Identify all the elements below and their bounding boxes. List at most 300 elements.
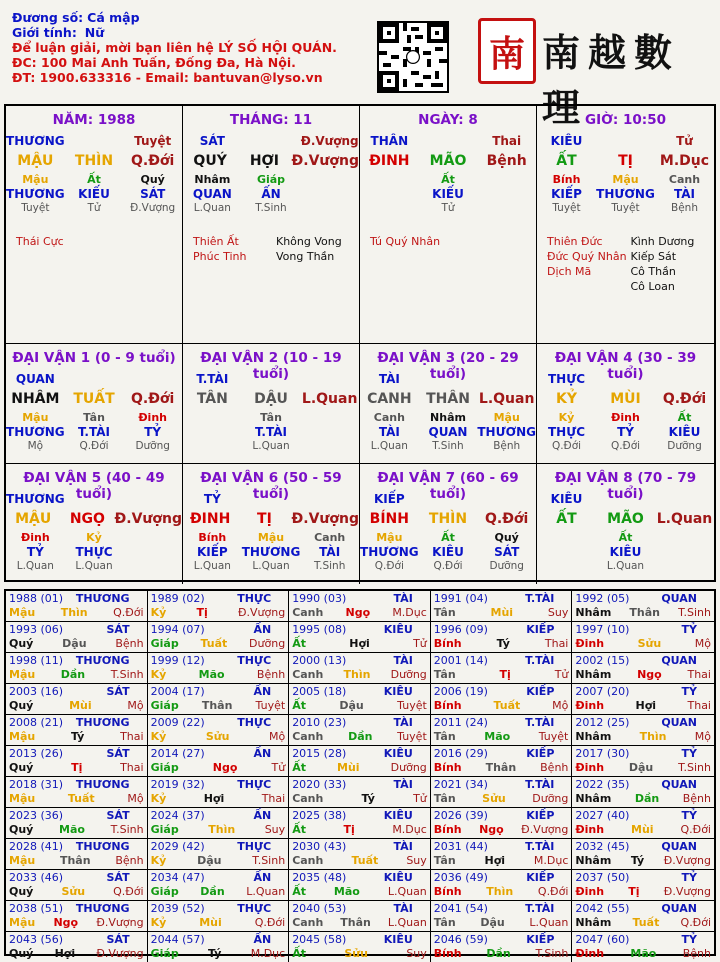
year-god: TỶ bbox=[681, 871, 697, 884]
year-details bbox=[434, 947, 569, 961]
cell-value: L.Quan bbox=[606, 559, 645, 572]
cell-value: Đ.Vượng bbox=[291, 511, 359, 527]
year-stem: Mậu bbox=[9, 854, 36, 867]
cell-value: KIẾU bbox=[78, 186, 110, 201]
year-phase: Bệnh bbox=[682, 792, 711, 805]
year-phase: Bệnh bbox=[115, 637, 144, 650]
year-phase: Tuyệt bbox=[397, 730, 427, 743]
cell-value: THÌN bbox=[74, 153, 114, 169]
year-header bbox=[434, 716, 569, 730]
year-god: THƯƠNG bbox=[75, 840, 130, 853]
year-cell bbox=[148, 684, 290, 715]
cell-value: Mậu bbox=[22, 172, 49, 186]
year-stem: Canh bbox=[292, 668, 324, 681]
year-header bbox=[151, 809, 286, 823]
year-stem: Bính bbox=[433, 699, 462, 712]
year-details bbox=[292, 730, 427, 744]
year-header bbox=[9, 623, 144, 637]
year-cell bbox=[6, 684, 148, 715]
cell-value: TỶ bbox=[203, 492, 221, 506]
year-god: QUAN bbox=[661, 778, 697, 791]
year-branch: Ngọ bbox=[53, 916, 79, 929]
year-header bbox=[434, 623, 569, 637]
year-god: T.TÀI bbox=[525, 840, 555, 853]
year-details bbox=[9, 668, 144, 682]
cell-row-1 bbox=[537, 132, 714, 150]
year-stem: Quý bbox=[9, 947, 34, 960]
year-header bbox=[9, 840, 144, 854]
year-branch: Dậu bbox=[480, 916, 505, 929]
year-header bbox=[151, 592, 286, 606]
year-phase: Tử bbox=[413, 792, 427, 805]
year-phase: Q.Đới bbox=[680, 916, 711, 929]
chart-grid bbox=[4, 104, 716, 582]
year-phase: Dưỡng bbox=[532, 792, 569, 805]
cell-value: Bính bbox=[552, 172, 581, 186]
year-header bbox=[434, 654, 569, 668]
year-header bbox=[151, 685, 286, 699]
year-branch: Tuất bbox=[632, 916, 660, 929]
cell-row-4 bbox=[183, 544, 359, 559]
year-label: 2045 (58) bbox=[292, 933, 347, 946]
year-header bbox=[151, 933, 286, 947]
year-god: T.TÀI bbox=[525, 716, 555, 729]
notes-column bbox=[16, 234, 99, 249]
cell-value: Quý bbox=[494, 530, 519, 544]
year-stem: Ất bbox=[292, 823, 306, 836]
year-stem: Đinh bbox=[575, 699, 605, 712]
year-stem: Mậu bbox=[9, 668, 36, 681]
year-stem: Giáp bbox=[150, 885, 179, 898]
year-label: 2043 (56) bbox=[9, 933, 64, 946]
cell-value: NGỌ bbox=[69, 511, 105, 527]
cell-value: THƯƠNG bbox=[241, 544, 301, 559]
cell-value: Mậu bbox=[612, 172, 639, 186]
dai-van-cell bbox=[6, 464, 183, 584]
cell-row-4 bbox=[183, 424, 359, 439]
year-cell bbox=[289, 684, 431, 715]
year-details bbox=[575, 730, 711, 744]
year-header bbox=[575, 933, 711, 947]
year-details bbox=[575, 885, 711, 899]
year-details bbox=[151, 885, 286, 899]
cell-row-2 bbox=[360, 508, 536, 530]
year-header bbox=[575, 716, 711, 730]
year-cell bbox=[289, 715, 431, 746]
cell-value: T.TÀI bbox=[255, 424, 287, 439]
year-branch: Tị bbox=[628, 885, 640, 898]
gender-value: Nữ bbox=[84, 25, 105, 40]
cell-row-4 bbox=[6, 186, 182, 201]
year-stem: Bính bbox=[433, 947, 462, 960]
year-details bbox=[9, 947, 144, 961]
year-cell bbox=[289, 932, 431, 962]
year-branch: Mão bbox=[59, 823, 85, 836]
year-god: KIẾP bbox=[526, 623, 555, 636]
cell-value: ẤT bbox=[556, 511, 577, 527]
year-cell bbox=[6, 591, 148, 622]
year-stem: Giáp bbox=[150, 699, 179, 712]
cell-row-2 bbox=[360, 150, 536, 172]
year-stem: Bính bbox=[433, 761, 462, 774]
year-label: 2014 (27) bbox=[150, 747, 205, 760]
year-details bbox=[575, 854, 711, 868]
cell-title: ĐẠI VẬN 1 (0 - 9 tuổi) bbox=[12, 350, 176, 366]
year-label: 2023 (36) bbox=[9, 809, 64, 822]
cell-notes bbox=[6, 234, 182, 249]
year-details bbox=[575, 823, 711, 837]
year-god: KIẾP bbox=[526, 809, 555, 822]
year-cell bbox=[289, 591, 431, 622]
cell-value: QUAN bbox=[192, 186, 232, 201]
cell-row-5 bbox=[6, 201, 182, 214]
year-god: TỶ bbox=[681, 747, 697, 760]
cell-value: Kỷ bbox=[558, 410, 575, 424]
year-god: KIẾP bbox=[526, 685, 555, 698]
year-god: KIÊU bbox=[383, 933, 413, 946]
year-stem: Tân bbox=[433, 916, 456, 929]
cell-value: THƯƠNG bbox=[6, 492, 65, 506]
year-header bbox=[151, 716, 286, 730]
year-god: T.TÀI bbox=[525, 654, 555, 667]
year-label: 2035 (48) bbox=[292, 871, 347, 884]
year-phase: Đ.Vượng bbox=[96, 916, 144, 929]
year-label: 2025 (38) bbox=[292, 809, 347, 822]
year-branch: Mão bbox=[630, 947, 657, 960]
year-label: 2040 (53) bbox=[292, 902, 347, 915]
cell-value: MẬU bbox=[15, 511, 52, 527]
year-header bbox=[292, 623, 427, 637]
year-god: TÀI bbox=[393, 716, 413, 729]
dai-van-cell bbox=[183, 464, 360, 584]
year-phase: Đ.Vượng bbox=[663, 854, 711, 867]
year-phase: L.Quan bbox=[529, 916, 569, 929]
cell-row-4 bbox=[360, 186, 536, 201]
year-god: KIẾP bbox=[526, 933, 555, 946]
cell-value: L.Quan bbox=[193, 559, 231, 572]
cell-value: Dưỡng bbox=[135, 439, 170, 452]
year-details bbox=[151, 699, 286, 713]
cell-row-5 bbox=[360, 559, 536, 572]
year-header bbox=[292, 592, 427, 606]
cell-value: TỶ bbox=[26, 544, 44, 559]
cell-value: MÃO bbox=[429, 153, 467, 169]
year-cell bbox=[6, 901, 148, 932]
year-stem: Canh bbox=[292, 606, 324, 619]
contact-line: Để luận giải, mời bạn liên hệ LÝ SỐ HỘI QUÁN. bbox=[12, 40, 337, 55]
year-header bbox=[575, 871, 711, 885]
year-stem: Canh bbox=[292, 792, 324, 805]
year-god: ẤN bbox=[253, 623, 272, 636]
note-item: Phúc Tinh bbox=[193, 250, 247, 263]
year-phase: T.Sinh bbox=[535, 947, 569, 960]
cell-value: ẤT bbox=[556, 153, 577, 169]
year-branch: Tị bbox=[196, 606, 208, 619]
notes-column bbox=[276, 234, 359, 264]
cell-title: ĐẠI VẬN 2 (10 - 19 tuổi) bbox=[200, 350, 342, 382]
year-stem: Mậu bbox=[9, 606, 36, 619]
cell-value: TÀI bbox=[378, 424, 400, 439]
cell-row-3 bbox=[360, 530, 536, 544]
cell-value: THƯƠNG bbox=[6, 424, 65, 439]
note-item: Kiếp Sát bbox=[630, 250, 677, 263]
year-phase: Bệnh bbox=[256, 668, 286, 681]
year-details bbox=[9, 761, 144, 775]
cell-value: KỶ bbox=[556, 391, 577, 407]
year-cell bbox=[148, 622, 290, 653]
year-cell bbox=[431, 684, 573, 715]
year-header bbox=[575, 902, 711, 916]
year-branch: Mùi bbox=[490, 606, 514, 619]
year-label: 1992 (05) bbox=[575, 592, 630, 605]
cell-row-3 bbox=[6, 172, 182, 186]
year-god: THỰC bbox=[237, 840, 272, 853]
cell-row-4 bbox=[183, 186, 359, 201]
cell-row-3 bbox=[6, 530, 182, 544]
year-stem: Quý bbox=[9, 761, 34, 774]
cell-row-3 bbox=[183, 172, 359, 186]
year-details bbox=[434, 699, 569, 713]
cell-value: THƯƠNG bbox=[360, 544, 419, 559]
year-header bbox=[151, 747, 286, 761]
year-cell bbox=[431, 653, 573, 684]
year-cell bbox=[572, 901, 714, 932]
year-details bbox=[9, 792, 144, 806]
year-god: SÁT bbox=[106, 747, 130, 760]
year-label: 2034 (47) bbox=[150, 871, 205, 884]
cell-row-2 bbox=[6, 150, 182, 172]
cell-value: SÁT bbox=[199, 134, 225, 148]
cell-row-2 bbox=[183, 388, 359, 410]
cell-value: Tử bbox=[441, 201, 455, 214]
year-label: 1991 (04) bbox=[433, 592, 488, 605]
year-phase: L.Quan bbox=[387, 916, 427, 929]
cell-value: L.Quan bbox=[193, 201, 231, 214]
cell-value: ĐINH bbox=[189, 511, 231, 527]
year-branch: Mùi bbox=[199, 916, 222, 929]
year-label: 2042 (55) bbox=[575, 902, 630, 915]
cell-value: Đ.Vượng bbox=[291, 153, 359, 169]
year-header bbox=[9, 685, 144, 699]
year-details bbox=[292, 792, 427, 806]
cell-value: KIẾP bbox=[551, 186, 582, 201]
year-god: QUAN bbox=[661, 592, 697, 605]
cell-value: L.Quan bbox=[252, 559, 290, 572]
cell-title: GIỜ: 10:50 bbox=[585, 112, 666, 128]
logo-text: 南越數理 bbox=[542, 30, 681, 130]
pillar-cell bbox=[183, 106, 360, 344]
cell-value: THÌN bbox=[428, 511, 468, 527]
year-branch: Ngọ bbox=[212, 761, 238, 774]
note-item: Cô Thần bbox=[630, 265, 676, 278]
cell-row-2 bbox=[537, 388, 714, 410]
year-details bbox=[9, 637, 144, 651]
year-label: 2013 (26) bbox=[9, 747, 64, 760]
year-stem: Đinh bbox=[575, 761, 605, 774]
year-details bbox=[151, 668, 286, 682]
year-header bbox=[151, 871, 286, 885]
year-header bbox=[575, 778, 711, 792]
year-phase: Mộ bbox=[127, 699, 144, 712]
cell-row-4 bbox=[537, 186, 714, 201]
year-cell bbox=[431, 870, 573, 901]
cell-value: Bính bbox=[198, 530, 227, 544]
year-header bbox=[292, 654, 427, 668]
year-cell bbox=[431, 839, 573, 870]
year-label: 2019 (32) bbox=[150, 778, 205, 791]
year-god: TÀI bbox=[393, 592, 413, 605]
year-details bbox=[151, 916, 286, 930]
note-item: Dịch Mã bbox=[547, 265, 592, 278]
cell-value: QUAN bbox=[428, 424, 468, 439]
year-cell bbox=[572, 746, 714, 777]
cell-value: KIÊU bbox=[432, 544, 464, 559]
year-cell bbox=[148, 932, 290, 962]
year-stem: Canh bbox=[292, 730, 324, 743]
year-branch: Dậu bbox=[197, 854, 222, 867]
year-phase: Dưỡng bbox=[390, 668, 427, 681]
cell-value: THÂN bbox=[426, 391, 470, 407]
cell-title: THÁNG: 11 bbox=[229, 112, 313, 128]
cell-value: Canh bbox=[314, 530, 346, 544]
cell-value: THƯƠNG bbox=[6, 134, 65, 148]
year-header bbox=[292, 685, 427, 699]
year-cell bbox=[572, 839, 714, 870]
year-details bbox=[292, 823, 427, 837]
year-details bbox=[292, 916, 427, 930]
year-branch: Dần bbox=[200, 885, 225, 898]
cell-title: ĐẠI VẬN 4 (30 - 39 tuổi) bbox=[554, 350, 697, 382]
year-header bbox=[575, 623, 711, 637]
year-branch: Mão bbox=[484, 730, 511, 743]
year-stem: Kỷ bbox=[150, 730, 167, 743]
year-details bbox=[292, 699, 427, 713]
year-branch: Tị bbox=[71, 761, 83, 774]
cell-value: DẬU bbox=[254, 391, 288, 407]
cell-row-1 bbox=[183, 132, 359, 150]
year-god: ẤN bbox=[253, 871, 272, 884]
cell-value: ẤN bbox=[261, 186, 281, 201]
year-header bbox=[575, 747, 711, 761]
year-label: 2015 (28) bbox=[292, 747, 347, 760]
cell-value: THỰC bbox=[75, 544, 113, 559]
year-phase: Q.Đới bbox=[113, 885, 144, 898]
cell-value: CANH bbox=[367, 391, 412, 407]
year-details bbox=[434, 916, 569, 930]
cell-value: M.Dục bbox=[659, 153, 710, 169]
year-stem: Bính bbox=[433, 823, 462, 836]
year-header bbox=[292, 716, 427, 730]
year-details bbox=[151, 947, 286, 961]
year-header bbox=[434, 902, 569, 916]
cell-row-3 bbox=[537, 172, 714, 186]
year-label: 1998 (11) bbox=[9, 654, 64, 667]
year-cell bbox=[6, 746, 148, 777]
year-god: TÀI bbox=[393, 778, 413, 791]
cell-value: Tân bbox=[260, 410, 282, 424]
year-branch: Thân bbox=[485, 761, 517, 774]
cell-row-5 bbox=[537, 439, 714, 452]
year-branch: Thìn bbox=[60, 606, 88, 619]
cell-row-1 bbox=[360, 132, 536, 150]
cell-value: KIÊU bbox=[609, 544, 642, 559]
year-phase: Q.Đới bbox=[113, 606, 144, 619]
cell-value: Q.Đới bbox=[662, 391, 707, 407]
cell-value: THƯƠNG bbox=[477, 424, 536, 439]
year-phase: Thai bbox=[544, 637, 569, 650]
year-cell bbox=[148, 653, 290, 684]
year-phase: Mộ bbox=[268, 730, 286, 743]
cell-title: NGÀY: 8 bbox=[418, 112, 478, 128]
cell-value: KIẾP bbox=[373, 492, 405, 506]
cell-value: TÀI bbox=[673, 186, 695, 201]
cell-title: NĂM: 1988 bbox=[52, 112, 136, 128]
year-header bbox=[9, 592, 144, 606]
year-header bbox=[292, 840, 427, 854]
cell-value: KIẾP bbox=[196, 544, 228, 559]
year-details bbox=[434, 606, 569, 620]
year-label: 1994 (07) bbox=[150, 623, 205, 636]
cell-row-5 bbox=[183, 559, 359, 572]
cell-value: TÀI bbox=[378, 372, 400, 386]
year-branch: Thân bbox=[629, 606, 660, 619]
cell-value: L.Quan bbox=[478, 391, 535, 407]
year-stem: Nhâm bbox=[575, 792, 612, 805]
cell-value: THƯƠNG bbox=[6, 186, 65, 201]
year-cell bbox=[148, 591, 290, 622]
cell-value: TỊ bbox=[618, 153, 633, 169]
year-label: 2028 (41) bbox=[9, 840, 64, 853]
year-details bbox=[434, 885, 569, 899]
year-stem: Quý bbox=[9, 637, 34, 650]
year-branch: Tuất bbox=[493, 699, 521, 712]
year-phase: Tử bbox=[271, 761, 286, 774]
year-branch: Tý bbox=[70, 730, 85, 743]
year-stem: Kỷ bbox=[150, 916, 167, 929]
year-stem: Ất bbox=[292, 637, 306, 650]
year-phase: Tuyệt bbox=[397, 699, 427, 712]
year-cell bbox=[289, 622, 431, 653]
year-cell bbox=[289, 777, 431, 808]
year-branch: Dần bbox=[486, 947, 511, 960]
cell-row-3 bbox=[360, 410, 536, 424]
year-details bbox=[151, 730, 286, 744]
note-item: Không Vong bbox=[276, 235, 342, 248]
year-cell bbox=[148, 901, 290, 932]
dai-van-cell bbox=[360, 464, 537, 584]
year-god: T.TÀI bbox=[525, 778, 555, 791]
year-phase: Đ.Vượng bbox=[96, 947, 144, 960]
year-label: 2005 (18) bbox=[292, 685, 347, 698]
year-phase: Dưỡng bbox=[249, 637, 286, 650]
year-header bbox=[434, 933, 569, 947]
year-phase: Tuyệt bbox=[255, 699, 286, 712]
year-header bbox=[434, 747, 569, 761]
year-details bbox=[151, 761, 286, 775]
year-phase: T.Sinh bbox=[678, 761, 711, 774]
owner-value: Cá mập bbox=[87, 10, 140, 25]
year-cell bbox=[6, 808, 148, 839]
year-label: 2010 (23) bbox=[292, 716, 347, 729]
cell-row-5 bbox=[360, 439, 536, 452]
cell-row-5 bbox=[183, 439, 359, 452]
year-phase: M.Dục bbox=[533, 854, 569, 867]
cell-value: Bệnh bbox=[493, 439, 521, 452]
year-god: THƯƠNG bbox=[75, 592, 130, 605]
cell-value: Ất bbox=[441, 172, 455, 186]
year-details bbox=[9, 885, 144, 899]
year-details bbox=[292, 637, 427, 651]
